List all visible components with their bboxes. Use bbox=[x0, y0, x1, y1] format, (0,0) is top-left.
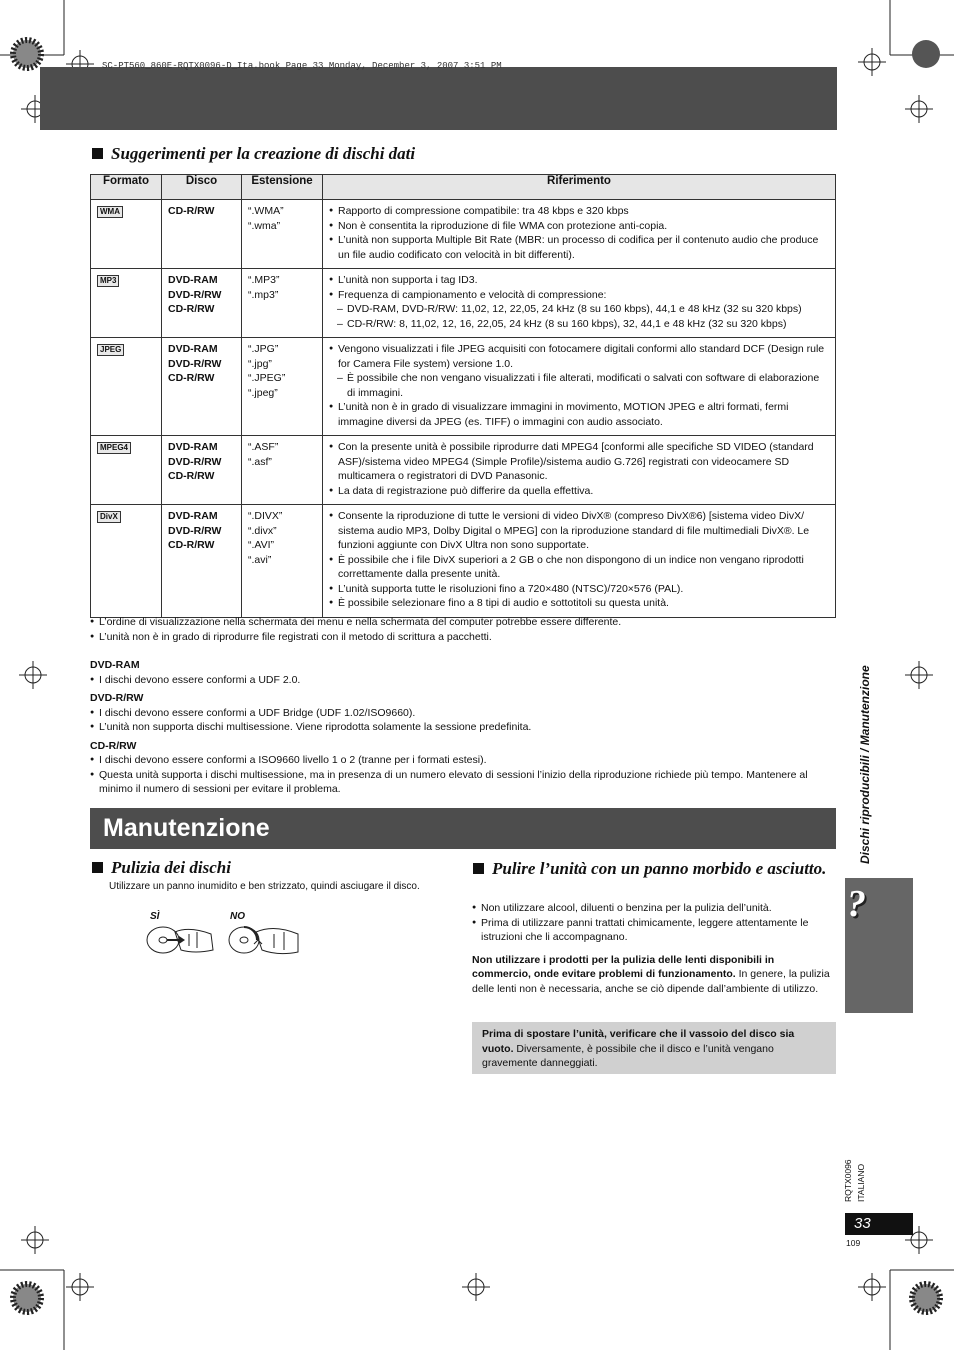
disc-type: DVD-R/RW bbox=[168, 455, 222, 468]
note-item: ● È possibile selezionare fino a 8 tipi di audio e sottotitoli su questa unità. bbox=[329, 596, 829, 611]
page-number: 33 bbox=[854, 1215, 871, 1232]
extension: “.wma” bbox=[248, 219, 281, 232]
table-header: Riferimento bbox=[323, 175, 836, 200]
square-bullet-icon bbox=[92, 862, 103, 873]
section-title: Suggerimenti per la creazione di dischi dati bbox=[111, 144, 416, 163]
crosshair-icon bbox=[905, 95, 933, 123]
extension: “.avi” bbox=[248, 553, 272, 566]
format-badge: DivX bbox=[97, 511, 121, 523]
extension: “.asf” bbox=[248, 455, 272, 468]
square-bullet-icon bbox=[473, 863, 484, 874]
note-subitem: – È possibile che non vengano visualizzati i file alterati, modificati o salvati con software di elaborazione di immagini. bbox=[329, 371, 829, 400]
cloth-notes bbox=[472, 901, 836, 996]
print-info-line: SC-PT560_860E-RQTX0096-D_Ita.book Page 33 Monday, December 3, 2007 3:51 PM bbox=[102, 61, 502, 71]
format-badge: MPEG4 bbox=[97, 442, 131, 454]
lens-paragraph bbox=[472, 953, 836, 997]
note-item: ● Non utilizzare alcool, diluenti o benzina per la pulizia dell’unità. bbox=[472, 901, 836, 916]
color-target-icon bbox=[13, 40, 41, 68]
note-item: ● I dischi devono essere conformi a UDF Bridge (UDF 1.02/ISO9660). bbox=[90, 706, 836, 721]
disc-section-title: DVD-R/RW bbox=[90, 692, 144, 704]
note-item: ● Frequenza di campionamento e velocità di compressione: bbox=[329, 288, 829, 303]
extension: “.JPEG” bbox=[248, 372, 286, 384]
note-item: ● I dischi devono essere conformi a ISO9660 livello 1 o 2 (tranne per i formati estesi). bbox=[90, 753, 836, 768]
note-item: ● Consente la riproduzione di tutte le versioni di video DivX® (compreso DivX®6) [sistema video DivX/ sistema audio MP3, Dolby Digital o MPEG] con la riproduzione standard di file multimediali DivX®. Le funzioni aggiunte con DivX Ultra non sono supportate. bbox=[329, 509, 829, 553]
disc-cleaning-correct-icon bbox=[145, 922, 215, 958]
note-item: ● La data di registrazione può differire da quella effettiva. bbox=[329, 484, 829, 499]
lens-warning: Non utilizzare i prodotti per la pulizia delle lenti disponibili in commercio, onde evitare problemi di funzionamento. bbox=[472, 953, 775, 980]
note-item: ● Con la presente unità è possibile riprodurre dati MPEG4 [conformi alle specifiche SD VIDEO (standard ASF)/sistema video MPEG4 (Simple Profile)/sistema audio G.726] registrati con videocamere SD multicamera o registratori di DVD Panasonic. bbox=[329, 440, 829, 484]
disc-cleaning-wrong-icon bbox=[228, 922, 300, 958]
language-label: ITALIANO bbox=[856, 1163, 866, 1202]
disc-type: CD-R/RW bbox=[168, 539, 215, 551]
extension: “.jpeg” bbox=[248, 386, 278, 399]
table-row bbox=[91, 269, 836, 338]
color-target-icon bbox=[912, 40, 940, 68]
header-bar bbox=[40, 67, 837, 130]
format-badge: WMA bbox=[97, 206, 123, 218]
disc-type: DVD-R/RW bbox=[168, 288, 222, 301]
table-header-row bbox=[91, 175, 836, 200]
table-row bbox=[91, 436, 836, 505]
crosshair-icon bbox=[21, 1226, 49, 1254]
crosshair-icon bbox=[905, 661, 933, 689]
disc-section-title: CD-R/RW bbox=[90, 739, 137, 752]
table-header: Disco bbox=[162, 175, 242, 200]
extension: “.ASF” bbox=[248, 441, 279, 453]
disc-type: DVD-RAM bbox=[168, 343, 218, 355]
cleaning-heading bbox=[92, 858, 231, 878]
extension: “.WMA” bbox=[248, 205, 284, 217]
color-target-icon bbox=[13, 1284, 41, 1312]
format-badge: MP3 bbox=[97, 275, 119, 287]
cleaning-text: Utilizzare un panno inumidito e ben strizzato, quindi asciugare il disco. bbox=[109, 881, 420, 892]
note-item: ● L’unità non supporta i tag ID3. bbox=[329, 273, 829, 288]
disc-type: CD-R/RW bbox=[168, 470, 215, 482]
note-item: ● Vengono visualizzati i file JPEG acquisiti con fotocamere digitali conformi allo standard DCF (Design rule for Camera File system) versione 1.0. bbox=[329, 342, 829, 371]
note-item: ● Non è consentita la riproduzione di file WMA con protezione anti-copia. bbox=[329, 219, 829, 234]
extension: “.divx” bbox=[248, 524, 277, 537]
extension: “.MP3” bbox=[248, 274, 280, 286]
section-heading bbox=[92, 144, 415, 164]
extension: “.jpg” bbox=[248, 357, 272, 370]
lens-text: In genere, la pulizia delle lenti non è necessaria, anche se ciò dipende dall’ambiente di utilizzo. bbox=[472, 968, 830, 995]
note-item: ● L’unità non supporta Multiple Bit Rate (MBR: un processo di codifica per il contenuto audio che produce un file audio codificato con velocità in bit differenti). bbox=[329, 233, 829, 262]
disc-type: CD-R/RW bbox=[168, 372, 215, 384]
disc-section-title: DVD-RAM bbox=[90, 659, 140, 671]
note-subitem: – CD-R/RW: 8, 11,02, 12, 16, 22,05, 24 kHz (8 su 160 kbps), 32, 44,1 e 48 kHz (32 su 320 kbps) bbox=[329, 317, 829, 332]
general-notes bbox=[90, 615, 836, 644]
maintenance-title: Manutenzione bbox=[103, 814, 270, 842]
extension: “.AVI” bbox=[248, 539, 275, 551]
yes-label: SÌ bbox=[150, 911, 160, 922]
note-subitem: – DVD-RAM, DVD-R/RW: 11,02, 12, 22,05, 24 kHz (8 su 160 kbps), 44,1 e 48 kHz (32 su 320 kbps) bbox=[329, 302, 829, 317]
side-section-label: Dischi riproducibili / Manutenzione bbox=[858, 665, 872, 864]
square-bullet-icon bbox=[92, 148, 103, 159]
cleaning-title: Pulizia dei dischi bbox=[111, 858, 231, 877]
crosshair-icon bbox=[19, 661, 47, 689]
crosshair-icon bbox=[462, 1273, 490, 1301]
note-item: ● L’unità non supporta dischi multisessione. Viene riprodotta solamente la sessione predefinita. bbox=[90, 720, 836, 735]
cloth-heading bbox=[473, 858, 833, 879]
table-row bbox=[91, 505, 836, 618]
format-badge: JPEG bbox=[97, 344, 124, 356]
question-mark-icon: ? bbox=[847, 883, 866, 925]
extension: “.DIVX” bbox=[248, 510, 283, 522]
cloth-title: Pulire l’unità con un panno morbido e asciutto. bbox=[492, 859, 827, 878]
table-header: Formato bbox=[91, 175, 162, 200]
notice-warning: Prima di spostare l’unità, verificare che il vassoio del disco sia vuoto. bbox=[482, 1028, 795, 1055]
disc-type: DVD-RAM bbox=[168, 510, 218, 522]
extension: “.mp3” bbox=[248, 288, 279, 301]
no-label: NO bbox=[230, 911, 245, 922]
formats-table bbox=[90, 174, 836, 618]
notice-detail: Diversamente, è possibile che il disco e l’unità vengano gravemente danneggiati. bbox=[482, 1042, 774, 1069]
color-target-icon bbox=[912, 1284, 940, 1312]
notice-text bbox=[482, 1027, 828, 1071]
crosshair-icon bbox=[858, 1273, 886, 1301]
disc-type: CD-R/RW bbox=[168, 205, 215, 217]
disc-type: CD-R/RW bbox=[168, 303, 215, 315]
extension: “.JPG” bbox=[248, 343, 279, 355]
note-item: ● L’unità non è in grado di riprodurre file registrati con il metodo di scrittura a pacchetti. bbox=[90, 630, 836, 645]
table-row bbox=[91, 338, 836, 436]
crosshair-icon bbox=[66, 1273, 94, 1301]
disc-type: DVD-R/RW bbox=[168, 524, 222, 537]
disc-type: DVD-R/RW bbox=[168, 357, 222, 370]
sub-page-number: 109 bbox=[846, 1238, 861, 1248]
disc-type: DVD-RAM bbox=[168, 441, 218, 453]
disc-type: DVD-RAM bbox=[168, 274, 218, 286]
note-item: ● Rapporto di compressione compatibile: tra 48 kbps e 320 kbps bbox=[329, 204, 829, 219]
doc-code: RQTX0096 bbox=[843, 1159, 853, 1202]
note-item: ● È possibile che i file DivX superiori a 2 GB o che non dispongono di un indice non vengano riprodotti correttamente dalla presente unità. bbox=[329, 553, 829, 582]
table-row bbox=[91, 200, 836, 269]
note-item: ● L’ordine di visualizzazione nella schermata dei menu e nella schermata del computer potrebbe essere differente. bbox=[90, 615, 836, 630]
note-item: ● Questa unità supporta i dischi multisessione, ma in presenza di un numero elevato di sessioni l’inizio della riproduzione richiede più tempo. Mantenere al minimo il numero di sessioni per evitare il problema. bbox=[90, 768, 836, 797]
note-item: ● L’unità supporta tutte le risoluzioni fino a 720×480 (NTSC)/720×576 (PAL). bbox=[329, 582, 829, 597]
note-item: ● Prima di utilizzare panni trattati chimicamente, leggere attentamente le istruzioni che li accompagnano. bbox=[472, 916, 836, 945]
note-item: ● I dischi devono essere conformi a UDF 2.0. bbox=[90, 673, 836, 688]
note-item: ● L’unità non è in grado di visualizzare immagini in movimento, MOTION JPEG e altri formati, fermi immagine diversi da JPEG (es. TIFF) o immagini con audio associato. bbox=[329, 400, 829, 429]
disc-notes bbox=[90, 658, 836, 797]
crosshair-icon bbox=[858, 48, 886, 76]
table-header: Estensione bbox=[242, 175, 323, 200]
